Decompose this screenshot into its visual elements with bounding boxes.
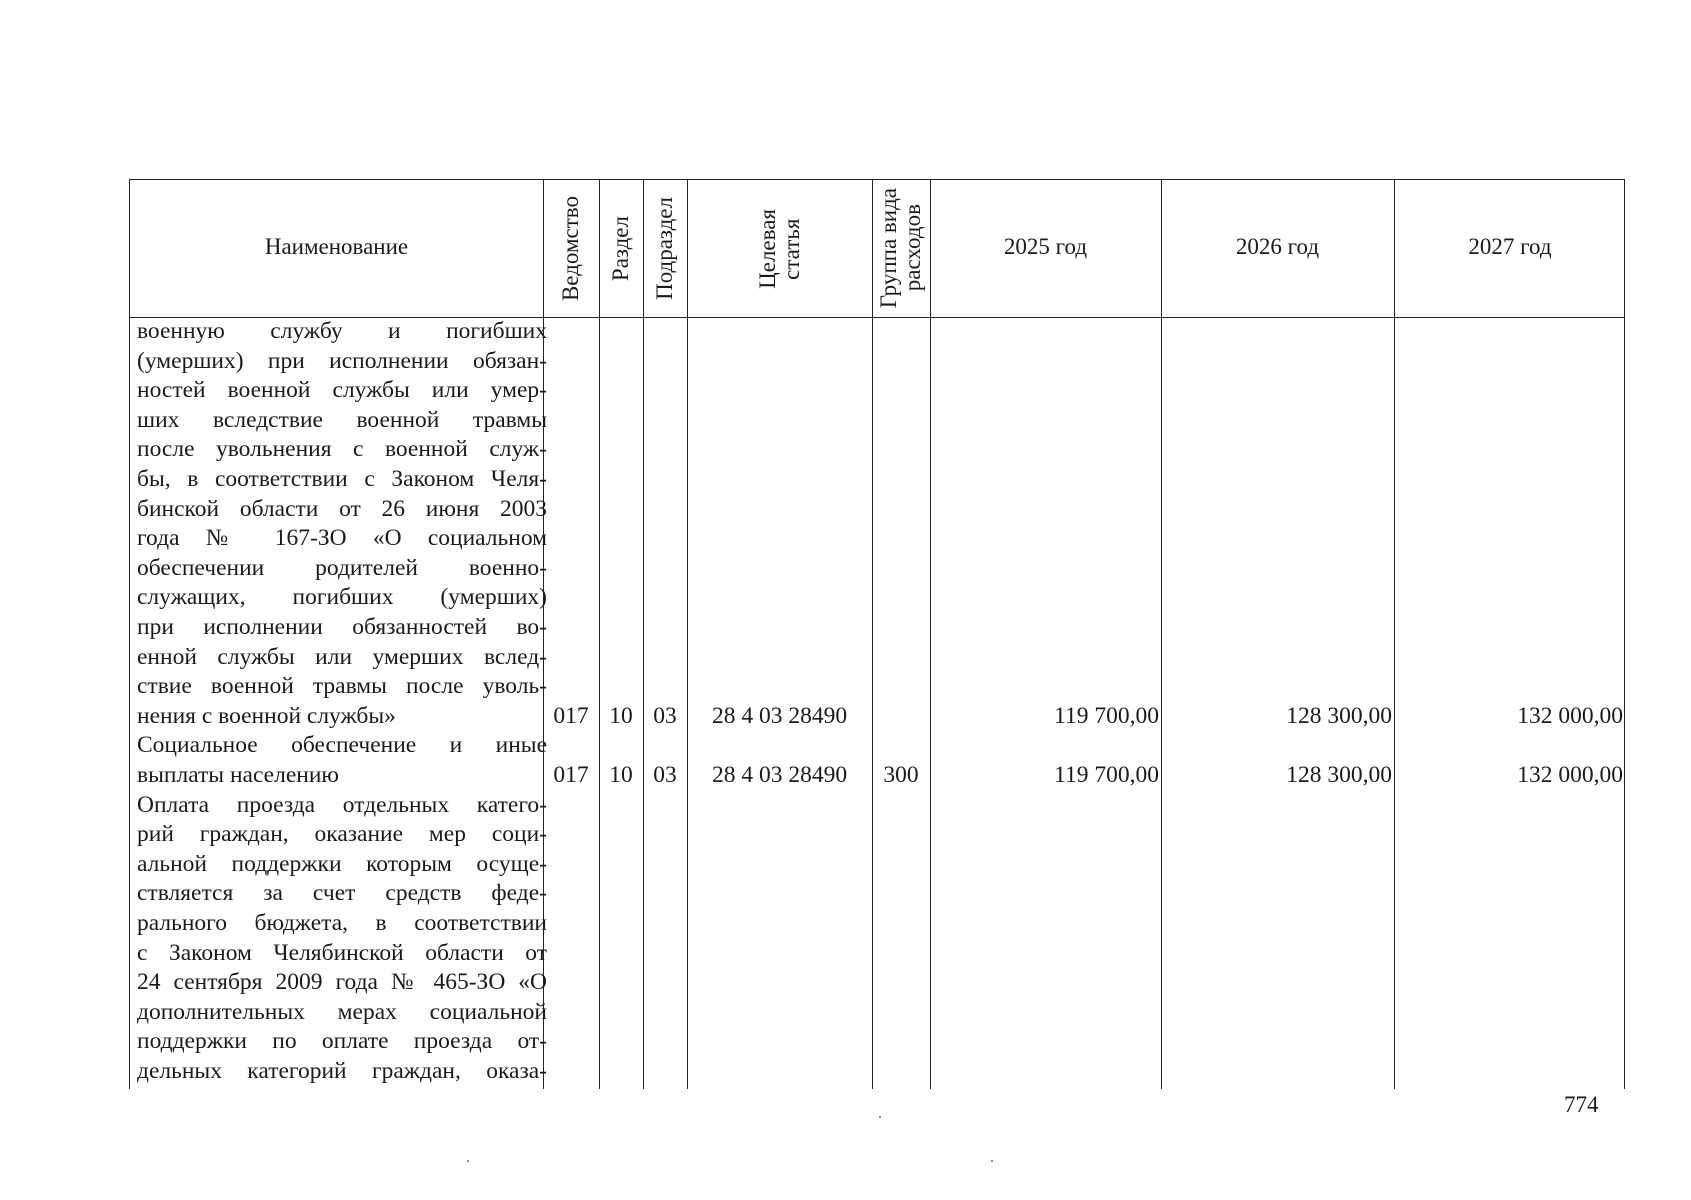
header-expense-line2: расходов — [900, 204, 925, 293]
row-name-line: дополнительных мерах социальной — [137, 998, 547, 1025]
row-name-line: с Законом Челябинской области от — [137, 939, 547, 966]
row-name-line: бы, в соответствии с Законом Челя- — [137, 466, 547, 492]
row-name-line: при исполнении обязанностей во- — [137, 614, 547, 640]
page-number: 774 — [1564, 1092, 1599, 1117]
row-name-line: Социальное обеспечение и иные — [137, 732, 547, 759]
header-expense — [877, 188, 925, 308]
row-value-2027: 132 000,00 — [1517, 702, 1623, 729]
row-name-line: ностей военной службы или умер- — [137, 377, 547, 404]
row-subsection: 03 — [653, 762, 677, 788]
header-target — [756, 209, 804, 289]
header-expense-line1: Группа вида — [876, 188, 901, 309]
row-value-2026: 128 300,00 — [1286, 762, 1392, 788]
row-name-line: дельных категорий граждан, оказа- — [137, 1058, 547, 1084]
header-section: Раздел — [608, 215, 633, 282]
row-subsection: 03 — [653, 702, 677, 729]
row-name-line: нения с военной службы» — [137, 702, 396, 729]
row-section: 10 — [609, 762, 633, 788]
row-name-line: альной поддержки которым осуще- — [137, 850, 547, 877]
row-name-line: енной службы или умерших вслед- — [137, 643, 547, 670]
row-value-2026: 128 300,00 — [1286, 702, 1392, 729]
header-2026: 2026 год — [1235, 234, 1320, 259]
row-value-2027: 132 000,00 — [1517, 762, 1623, 788]
row-target: 28 4 03 28490 — [711, 762, 848, 788]
row-name-line: выплаты населению — [137, 762, 339, 788]
header-2027: 2027 год — [1468, 234, 1552, 259]
row-name-line: 24 сентября 2009 года № 465-ЗО «О — [137, 969, 547, 996]
row-name-line: поддержки по оплате проезда от- — [137, 1028, 547, 1055]
row-value-2025: 119 700,00 — [1054, 702, 1159, 729]
row-name-line: Оплата проезда отдельных катего- — [137, 791, 547, 818]
row-dept: 017 — [553, 702, 589, 729]
row-name-line: бинской области от 26 июня 2003 — [137, 495, 547, 522]
header-target-line2: статья — [778, 217, 804, 280]
row-name-line: обеспечении родителей военно- — [137, 554, 547, 581]
row-name-line: после увольнения с военной служ- — [137, 436, 547, 463]
row-section: 10 — [609, 702, 633, 729]
row-name-line: рий граждан, оказание мер соци- — [137, 821, 547, 848]
row-name-line: служащих, погибших (умерших) — [137, 584, 547, 611]
row-name-line: рального бюджета, в соответствии — [137, 910, 547, 936]
row-dept: 017 — [553, 762, 589, 788]
scan-speck — [467, 1160, 469, 1162]
row-expense: 300 — [883, 762, 919, 788]
row-name-line: военную службу и погибших — [137, 318, 547, 344]
row-name-line: ствие военной травмы после уволь- — [137, 673, 547, 700]
budget-table — [129, 179, 1625, 1089]
row-name-line: (умерших) при исполнении обязан- — [137, 347, 547, 374]
header-subsection: Подраздел — [652, 197, 677, 300]
row-value-2025: 119 700,00 — [1054, 762, 1159, 788]
header-name: Наименование — [264, 234, 409, 259]
row-name-line: года № 167-ЗО «О социальном — [137, 525, 547, 552]
row-name-line: ствляется за счет средств феде- — [137, 880, 547, 907]
row-target: 28 4 03 28490 — [711, 702, 848, 729]
scan-speck — [879, 1116, 881, 1118]
scan-speck — [991, 1160, 993, 1162]
header-target-line1: Целевая — [754, 208, 780, 289]
row-name-line: ших вследствие военной травмы — [137, 406, 547, 433]
header-dept: Ведомство — [558, 195, 583, 302]
header-2025: 2025 год — [1003, 234, 1088, 259]
